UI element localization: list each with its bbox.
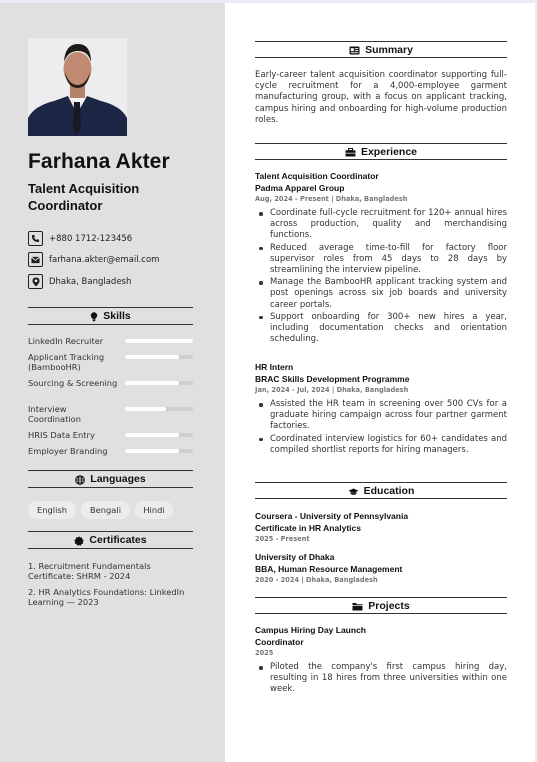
skill-label: HRIS Data Entry <box>28 430 95 440</box>
folder-icon <box>352 596 363 615</box>
summary-heading <box>255 41 507 58</box>
job-title: Talent Acquisition Coordinator <box>255 171 379 181</box>
skill-level-bar <box>125 381 193 385</box>
education-meta: 2025 - Present <box>255 535 310 543</box>
job-meta: Jan, 2024 - Jul, 2024 | Dhaka, Bangladesh <box>255 386 409 394</box>
project-meta: 2025 <box>255 649 274 657</box>
list-item: Assisted the HR team in screening over 500 CVs for a graduate hiring campaign across four partner garment factories. <box>255 399 507 433</box>
education-degree: Certificate in HR Analytics <box>255 523 361 533</box>
skill-level-bar <box>125 449 193 453</box>
certificates-heading <box>28 531 193 549</box>
skill-label: Sourcing & Screening <box>28 378 118 388</box>
skill-item <box>28 352 193 372</box>
skills-heading <box>28 307 193 325</box>
languages-heading <box>28 470 193 488</box>
skill-item <box>28 336 193 346</box>
summary-text: Early-career talent acquisition coordinator supporting full-cycle recruitment for a 4,000-employee garment manufacturing group, with a focus on applicant tracking, campus hiring and onboarding for high-volume production roles. <box>255 70 507 125</box>
skill-item <box>28 378 193 388</box>
skill-level-bar <box>125 433 193 437</box>
list-item: Support onboarding for 300+ new hires a year, including documentation checks and orientation scheduling. <box>255 312 507 346</box>
candidate-role: Talent Acquisition Coordinator <box>28 181 140 213</box>
skill-item <box>28 446 193 456</box>
project-bullets <box>255 662 507 697</box>
list-item: Coordinate full-cycle recruitment for 120+ annual hires across production, quality and merchandising functions. <box>255 208 507 242</box>
email-text: farhana.akter@email.com <box>49 254 160 265</box>
phone-text: +880 1712-123456 <box>49 233 133 244</box>
language-pill: Bengali <box>81 501 130 519</box>
certificate-item: 2. HR Analytics Foundations: LinkedIn Learning — 2023 <box>28 587 185 607</box>
skills-title: Skills <box>103 310 131 322</box>
summary-title: Summary <box>365 43 413 56</box>
skill-label: Interview Coordination <box>28 404 82 424</box>
contact-location <box>28 274 131 289</box>
skill-label: LinkedIn Recruiter <box>28 336 104 346</box>
certificate-icon <box>74 531 84 550</box>
certificate-item: 1. Recruitment Fundamentals Certificate: SHRM - 2024 <box>28 561 151 581</box>
contact-phone <box>28 231 132 246</box>
languages-title: Languages <box>90 473 146 485</box>
skill-label: Employer Branding <box>28 446 108 456</box>
education-degree: BBA, Human Resource Management <box>255 564 403 574</box>
list-item: Reduced average time-to-fill for factory floor supervisor roles from 45 days to 28 days by streamlining the interview pipeline. <box>255 243 507 277</box>
education-school: Coursera - University of Pennsylvania <box>255 511 409 521</box>
location-text: Dhaka, Bangladesh <box>49 276 132 287</box>
graduation-cap-icon <box>348 481 359 500</box>
lightbulb-icon <box>90 307 98 326</box>
main-content <box>225 3 535 762</box>
candidate-name: Farhana Akter <box>28 150 170 173</box>
resume-page <box>0 3 535 762</box>
experience-heading <box>255 143 507 160</box>
list-item: Piloted the company's first campus hiring day, resulting in 18 hires from three universities within one week. <box>255 662 507 696</box>
job-company: Padma Apparel Group <box>255 183 345 193</box>
list-item: Coordinated interview logistics for 60+ candidates and compiled shortlist reports for hiring managers. <box>255 434 507 456</box>
skill-level-bar <box>125 339 193 343</box>
projects-heading <box>255 597 507 614</box>
skill-level-bar <box>125 407 193 411</box>
job-bullets <box>255 208 507 346</box>
skill-item <box>28 430 193 440</box>
summary-icon <box>349 40 360 59</box>
globe-icon <box>75 470 85 489</box>
certificates-title: Certificates <box>89 534 147 546</box>
job-bullets <box>255 399 507 457</box>
skill-label: Applicant Tracking (BambooHR) <box>28 352 105 372</box>
education-title: Education <box>363 484 415 497</box>
job-title: HR Intern <box>255 362 294 372</box>
skill-level-bar <box>125 355 193 359</box>
list-item: Manage the BambooHR applicant tracking system and post openings across six job boards and university career portals. <box>255 277 507 311</box>
email-icon <box>28 252 43 267</box>
phone-icon <box>28 231 43 246</box>
briefcase-icon <box>345 142 356 161</box>
job-meta: Aug, 2024 - Present | Dhaka, Bangladesh <box>255 195 408 203</box>
job-company: BRAC Skills Development Programme <box>255 374 410 384</box>
contact-email <box>28 252 159 267</box>
skill-item <box>28 404 193 424</box>
project-name: Campus Hiring Day Launch <box>255 625 366 635</box>
experience-title: Experience <box>360 145 418 158</box>
sidebar <box>0 3 225 762</box>
education-heading <box>255 482 507 499</box>
language-pill: English <box>28 501 76 519</box>
projects-title: Projects <box>368 599 410 612</box>
project-role: Coordinator <box>255 637 304 647</box>
location-icon <box>28 274 43 289</box>
education-school: University of Dhaka <box>255 552 335 562</box>
education-meta: 2020 - 2024 | Dhaka, Bangladesh <box>255 576 378 584</box>
profile-photo <box>28 38 127 136</box>
language-pill: Hindi <box>135 501 173 519</box>
